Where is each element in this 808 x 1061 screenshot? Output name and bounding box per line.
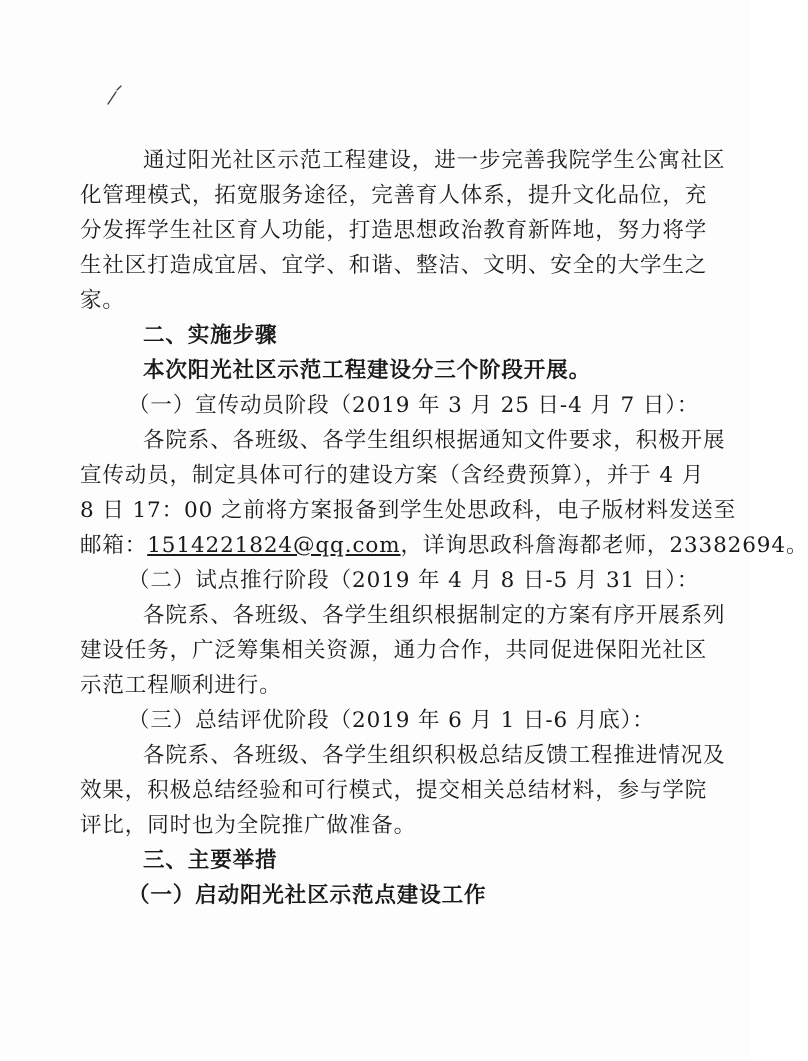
stage-3-line-3: 评比，同时也为全院推广做准备。 bbox=[80, 813, 417, 838]
email-link[interactable]: 1514221824@qq.com bbox=[147, 533, 401, 558]
intro-line-5: 家。 bbox=[80, 288, 125, 313]
stage-3-line-2: 效果，积极总结经验和可行模式，提交相关总结材料，参与学院 bbox=[80, 778, 708, 803]
intro-line-3: 分发挥学生社区育人功能，打造思想政治教育新阵地，努力将学 bbox=[80, 218, 708, 243]
section-3-heading: 三、主要举措 bbox=[143, 848, 278, 873]
email-prefix: 邮箱： bbox=[80, 533, 148, 558]
section-2-heading: 二、实施步骤 bbox=[143, 323, 278, 348]
stage-2-line-1: 各院系、各班级、各学生组织根据制定的方案有序开展系列 bbox=[143, 603, 726, 628]
stage-1-heading: （一）宣传动员阶段（2019 年 3 月 25 日-4 月 7 日）： bbox=[128, 393, 700, 418]
stage-2-line-3: 示范工程顺利进行。 bbox=[80, 673, 282, 698]
intro-line-4: 生社区打造成宜居、宜学、和谐、整洁、文明、安全的大学生之 bbox=[80, 253, 708, 278]
stage-3-line-1: 各院系、各班级、各学生组织积极总结反馈工程推进情况及 bbox=[143, 743, 726, 768]
stage-1-line-3: 8 日 17：00 之前将方案报备到学生处思政科，电子版材料发送至 bbox=[80, 498, 737, 523]
stage-1-line-2: 宣传动员，制定具体可行的建设方案（含经费预算），并于 4 月 bbox=[80, 463, 705, 488]
section-2-lead: 本次阳光社区示范工程建设分三个阶段开展。 bbox=[143, 358, 592, 383]
pen-stroke-mark bbox=[104, 84, 126, 106]
stage-2-line-2: 建设任务，广泛筹集相关资源，通力合作，共同促进保阳光社区 bbox=[80, 638, 708, 663]
section-3-sub-1: （一）启动阳光社区示范点建设工作 bbox=[128, 883, 487, 908]
email-suffix: ，详询思政科詹海都老师，23382694。 bbox=[400, 533, 808, 558]
stage-3-heading: （三）总结评优阶段（2019 年 6 月 1 日-6 月底）： bbox=[128, 708, 655, 733]
stage-2-heading: （二）试点推行阶段（2019 年 4 月 8 日-5 月 31 日）： bbox=[128, 568, 700, 593]
stage-1-email-line bbox=[80, 531, 808, 561]
stage-1-line-1: 各院系、各班级、各学生组织根据通知文件要求，积极开展 bbox=[143, 428, 726, 453]
intro-line-1: 通过阳光社区示范工程建设，进一步完善我院学生公寓社区 bbox=[143, 148, 726, 173]
intro-line-2: 化管理模式，拓宽服务途径，完善育人体系，提升文化品位，充 bbox=[80, 183, 708, 208]
